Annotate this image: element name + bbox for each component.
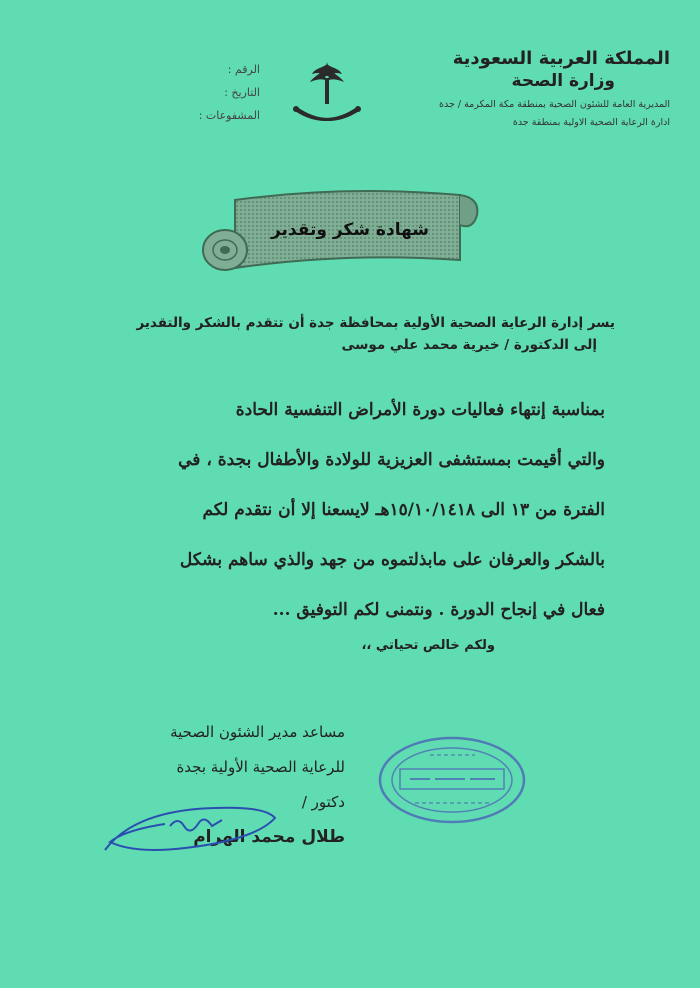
intro-recipient: إلى الدكتورة / خيرية محمد علي موسى	[341, 337, 597, 353]
administration-name: ادارة الرعاية الصحية الاولية بمنطقة جدة	[512, 117, 670, 128]
signer-title-line2: للرعاية الصحية الأولية بجدة	[176, 758, 345, 776]
signer-honorific: دكتور /	[301, 793, 345, 811]
official-stamp-icon	[375, 733, 530, 828]
body-line: بالشكر والعرفان على مابذلتموه من جهد والذي ساهم بشكل	[179, 550, 605, 570]
certificate-intro	[55, 312, 615, 356]
intro-line: يسر إدارة الرعاية الصحية الأولية بمحافظة جدة أن تتقدم بالشكر والتقدير	[136, 315, 615, 331]
letterhead-fields	[150, 58, 260, 127]
certificate-title: شهادة شكر وتقدير	[270, 220, 430, 240]
date-label: التاريخ :	[224, 86, 260, 99]
body-line: فعال في إنجاح الدورة . ونتمنى لكم التوفيق ...	[272, 600, 605, 620]
handwritten-signature-icon	[95, 790, 285, 870]
body-line: الفترة من ١٣ الى ١٥/١٠/١٤١٨هـ لايسعنا إلا أن نتقدم لكم	[202, 500, 605, 520]
ministry-name: وزارة الصحة	[511, 71, 615, 91]
kingdom-name: المملكة العربية السعودية	[452, 48, 670, 69]
reference-label: الرقم :	[227, 63, 260, 76]
certificate-body	[85, 385, 605, 635]
directorate-name: المديرية العامة للشئون الصحية بمنطقة مكة المكرمة / جدة	[439, 99, 670, 110]
attachments-label: المشفوعات :	[198, 109, 260, 122]
letterhead-right	[400, 48, 670, 130]
signer-name: طلال محمد الهرام	[193, 827, 345, 847]
body-line: بمناسبة إنتهاء فعاليات دورة الأمراض التنفسية الحادة	[235, 400, 605, 420]
saudi-emblem-icon	[288, 60, 366, 138]
signer-title-line1: مساعد مدير الشئون الصحية	[170, 723, 345, 741]
closing-greeting: ولكم خالص تحياتي ،،	[361, 638, 495, 653]
body-line: والتي أقيمت بمستشفى العزيزية للولادة والأطفال بجدة ، في	[178, 450, 605, 470]
